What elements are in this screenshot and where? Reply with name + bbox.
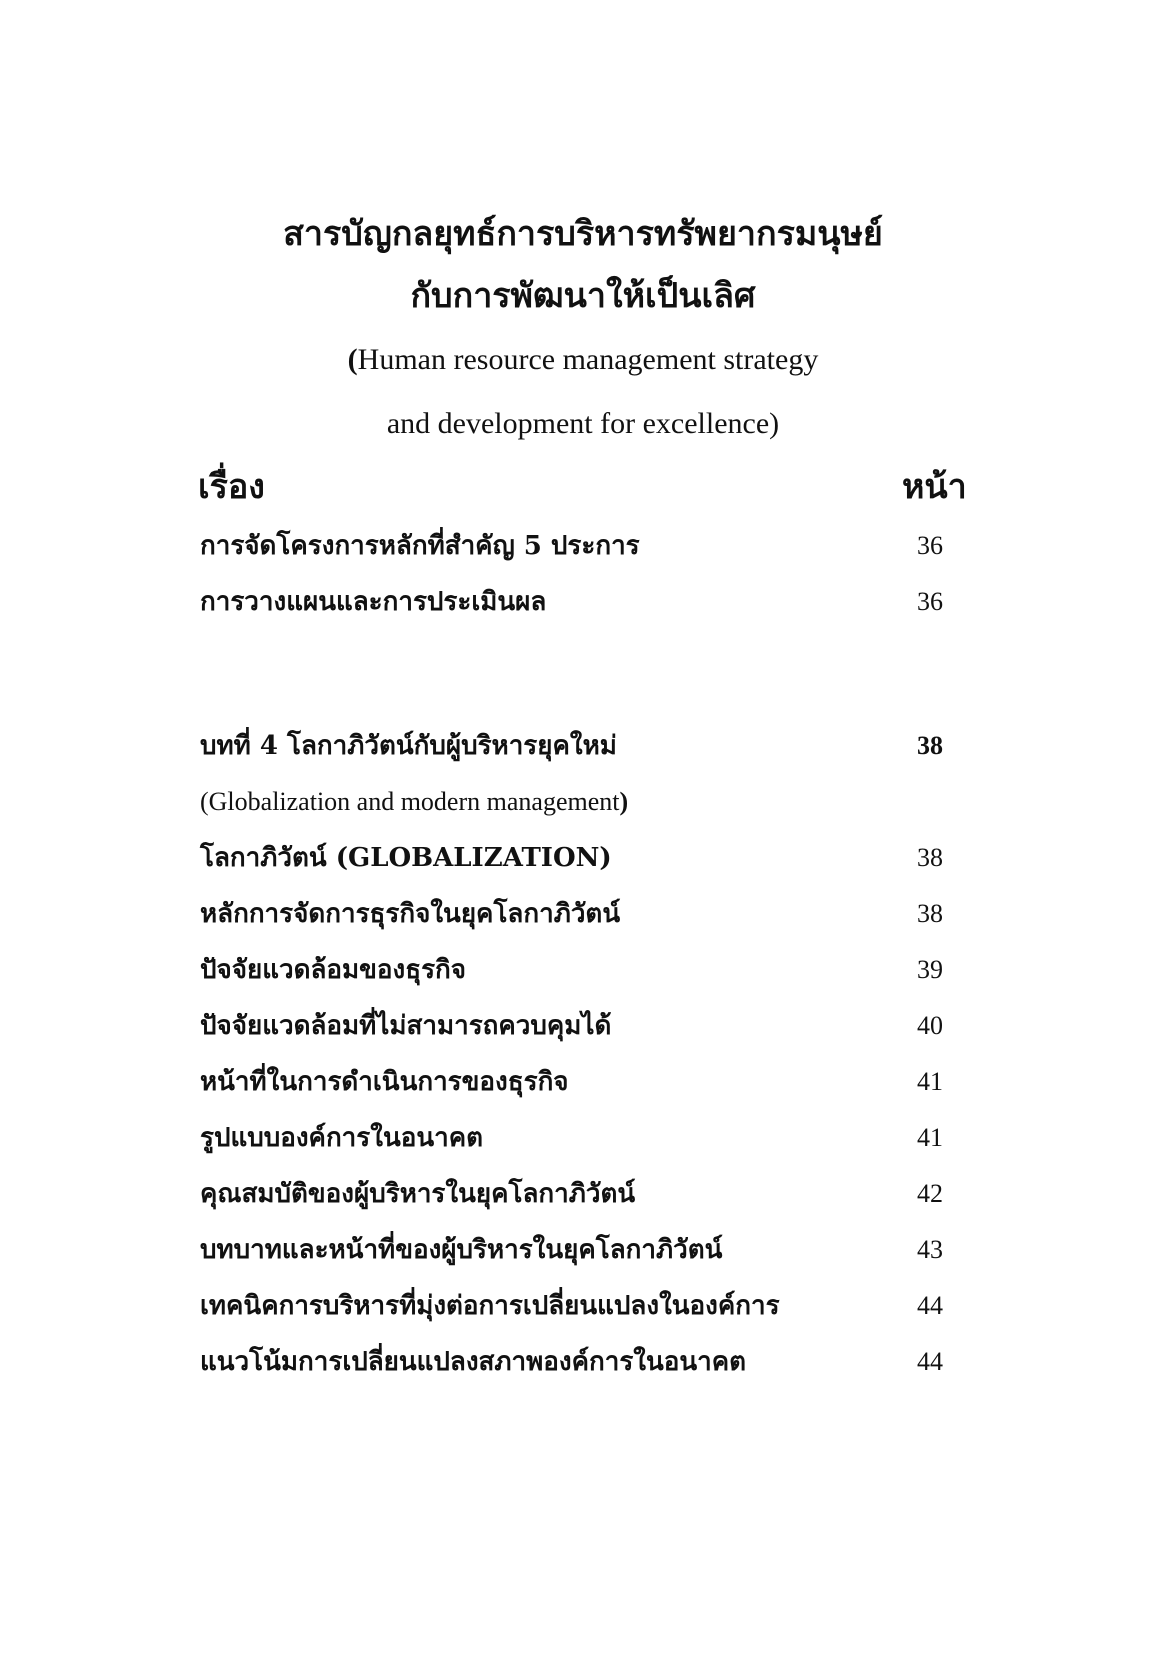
toc-entry [200, 1116, 960, 1160]
toc-entry-title: รูปแบบองค์การในอนาคต [200, 1123, 483, 1153]
toc-entry-page: 36 [917, 587, 943, 616]
page-column-header: หน้า [902, 467, 967, 507]
document-title-line-1: สารบัญกลยุทธ์การบริหารทรัพยากรมนุษย์ [283, 214, 883, 254]
toc-entry-page: 39 [917, 955, 943, 984]
toc-entry [200, 580, 960, 624]
toc-entry-title: หลักการจัดการธุรกิจในยุคโลกาภิวัตน์ [200, 899, 621, 929]
toc-entry-page: 41 [917, 1123, 943, 1152]
toc-entry-title: คุณสมบัติของผู้บริหารในยุคโลกาภิวัตน์ [200, 1179, 636, 1209]
chapter-4-english-close-paren: ) [619, 787, 629, 816]
topic-column-header: เรื่อง [198, 467, 265, 507]
toc-entry [200, 524, 960, 568]
toc-entry [200, 1004, 960, 1048]
chapter-4-title: บทที่ 4 โลกาภิวัตน์กับผู้บริหารยุคใหม่ [200, 731, 617, 761]
toc-entry [200, 948, 960, 992]
toc-entry [200, 1228, 960, 1272]
subtitle-open-paren: ( [347, 343, 358, 376]
toc-entry-page: 40 [917, 1011, 943, 1040]
document-title-line-2: กับการพัฒนาให้เป็นเลิศ [410, 276, 756, 316]
toc-entry-title: การวางแผนและการประเมินผล [200, 587, 547, 617]
toc-entry [200, 1284, 960, 1328]
toc-entry-title: บทบาทและหน้าที่ของผู้บริหารในยุคโลกาภิวัตน์ [200, 1235, 723, 1265]
chapter-4-page: 38 [917, 731, 943, 760]
toc-entry-title: หน้าที่ในการดำเนินการของธุรกิจ [200, 1067, 569, 1097]
toc-entry [200, 1340, 960, 1384]
english-subtitle-line-1 [0, 340, 1166, 380]
chapter-4-english-text: (Globalization and modern management [200, 787, 620, 816]
toc-entry-page: 38 [917, 843, 943, 872]
toc-entry [200, 892, 960, 936]
toc-entry-page: 43 [917, 1235, 943, 1264]
toc-entry [200, 1172, 960, 1216]
toc-entry [200, 1060, 960, 1104]
chapter-heading-entry [200, 724, 960, 768]
toc-entry-page: 41 [917, 1067, 943, 1096]
chapter-english-title [200, 780, 960, 824]
toc-entry-title: ปัจจัยแวดล้อมของธุรกิจ [200, 955, 467, 985]
toc-entry-page: 38 [917, 899, 943, 928]
toc-entry-title: แนวโน้มการเปลี่ยนแปลงสภาพองค์การในอนาคต [200, 1347, 747, 1377]
toc-entry-page: 44 [917, 1291, 943, 1320]
english-subtitle-line-2: and development for excellence) [386, 407, 780, 440]
toc-entry-page: 36 [917, 531, 943, 560]
toc-entry-page: 42 [917, 1179, 943, 1208]
toc-entry-title: การจัดโครงการหลักที่สำคัญ 5 ประการ [200, 531, 640, 561]
toc-entry-title: โลกาภิวัตน์ (GLOBALIZATION) [200, 843, 612, 873]
toc-entry-title: เทคนิคการบริหารที่มุ่งต่อการเปลี่ยนแปลงในองค์การ [200, 1291, 780, 1321]
toc-entry-title: ปัจจัยแวดล้อมที่ไม่สามารถควบคุมได้ [200, 1011, 612, 1041]
chapter-4-english-title [200, 780, 628, 824]
toc-entry-page: 44 [917, 1347, 943, 1376]
toc-entry [200, 836, 960, 880]
subtitle-line-1-text: Human resource management strategy [357, 343, 819, 376]
